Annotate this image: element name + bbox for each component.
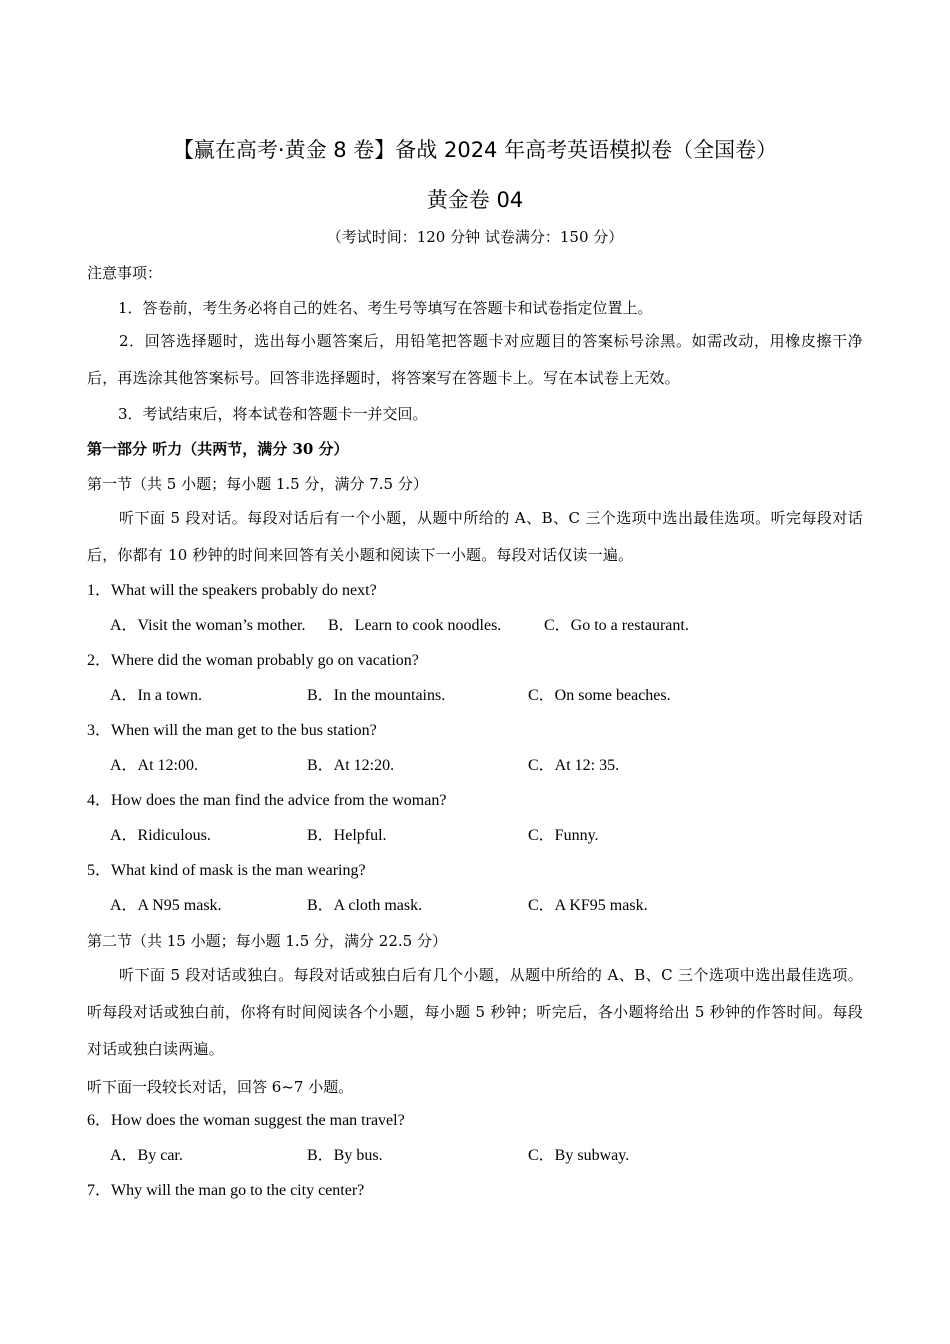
question-2-option-a: A．In a town. [110,687,202,704]
page-subtitle: 黄金卷 04 [426,188,524,212]
section2-instructions: 听下面 5 段对话或独白。每段对话或独白后有几个小题，从题中所给的 A、B、C 三个选项中选出最佳选项。听每段对话或独白前，你将有时间阅读各个小题，每小题 5 秒钟；听完后，各小题将给出 5 秒钟的作答时间。每段对话或独白读两遍。 [87,966,863,1058]
question-4-stem: 4．How does the man find the advice from the woman? [87,792,447,809]
notice-item-3: 3．考试结束后，将本试卷和答题卡一并交回。 [118,405,428,423]
question-6-option-a: A．By car. [110,1147,183,1164]
question-2-option-b: B．In the mountains. [307,687,446,704]
question-5-option-c: C．A KF95 mask. [528,897,648,914]
question-3-option-b: B．At 12:20. [307,757,395,774]
question-2-stem: 2．Where did the woman probably go on vacation? [87,652,419,669]
question-1-stem: 1．What will the speakers probably do next? [87,582,377,599]
question-6-option-b: B．By bus. [307,1147,383,1164]
notice-item-1: 1．答卷前，考生务必将自己的姓名、考生号等填写在答题卡和试卷指定位置上。 [118,299,653,317]
question-5-stem: 5．What kind of mask is the man wearing? [87,862,366,879]
part1-heading: 第一部分 听力（共两节，满分 30 分） [87,440,349,458]
section2-heading: 第二节（共 15 小题；每小题 1.5 分，满分 22.5 分） [87,932,447,950]
question-5-option-b: B．A cloth mask. [307,897,423,914]
question-4-option-a: A．Ridiculous. [110,827,211,844]
question-4-option-b: B．Helpful. [307,827,387,844]
question-6-option-c: C．By subway. [528,1147,630,1164]
question-3-option-c: C．At 12: 35. [528,757,620,774]
question-6-stem: 6．How does the woman suggest the man travel? [87,1112,405,1129]
page-title: 【赢在高考·黄金 8 卷】备战 2024 年高考英语模拟卷（全国卷） [172,138,778,162]
question-1-option-c: C．Go to a restaurant. [544,617,689,634]
question-1-option-b: B．Learn to cook noodles. [328,617,502,634]
notice-item-2: 2．回答选择题时，选出每小题答案后，用铅笔把答题卡对应题目的答案标号涂黑。如需改动，用橡皮擦干净后，再选涂其他答案标号。回答非选择题时，将答案写在答题卡上。写在本试卷上无效。 [87,332,863,387]
section2-group-intro: 听下面一段较长对话，回答 6~7 小题。 [87,1078,354,1096]
question-5-option-a: A．A N95 mask. [110,897,222,914]
question-2-option-c: C．On some beaches. [528,687,671,704]
section1-instructions: 听下面 5 段对话。每段对话后有一个小题，从题中所给的 A、B、C 三个选项中选出最佳选项。听完每段对话后，你都有 10 秒钟的时间来回答有关小题和阅读下一小题。每段对话仅读一遍。 [87,509,863,564]
question-7-stem: 7．Why will the man go to the city center? [87,1182,365,1199]
question-3-option-a: A．At 12:00. [110,757,199,774]
exam-info: （考试时间：120 分钟 试卷满分：150 分） [326,228,624,246]
notice-heading: 注意事项： [87,264,163,282]
question-3-stem: 3．When will the man get to the bus station? [87,722,377,739]
section1-heading: 第一节（共 5 小题；每小题 1.5 分，满分 7.5 分） [87,475,428,493]
question-4-option-c: C．Funny. [528,827,599,844]
question-1-option-a: A．Visit the woman’s mother. [110,617,306,634]
